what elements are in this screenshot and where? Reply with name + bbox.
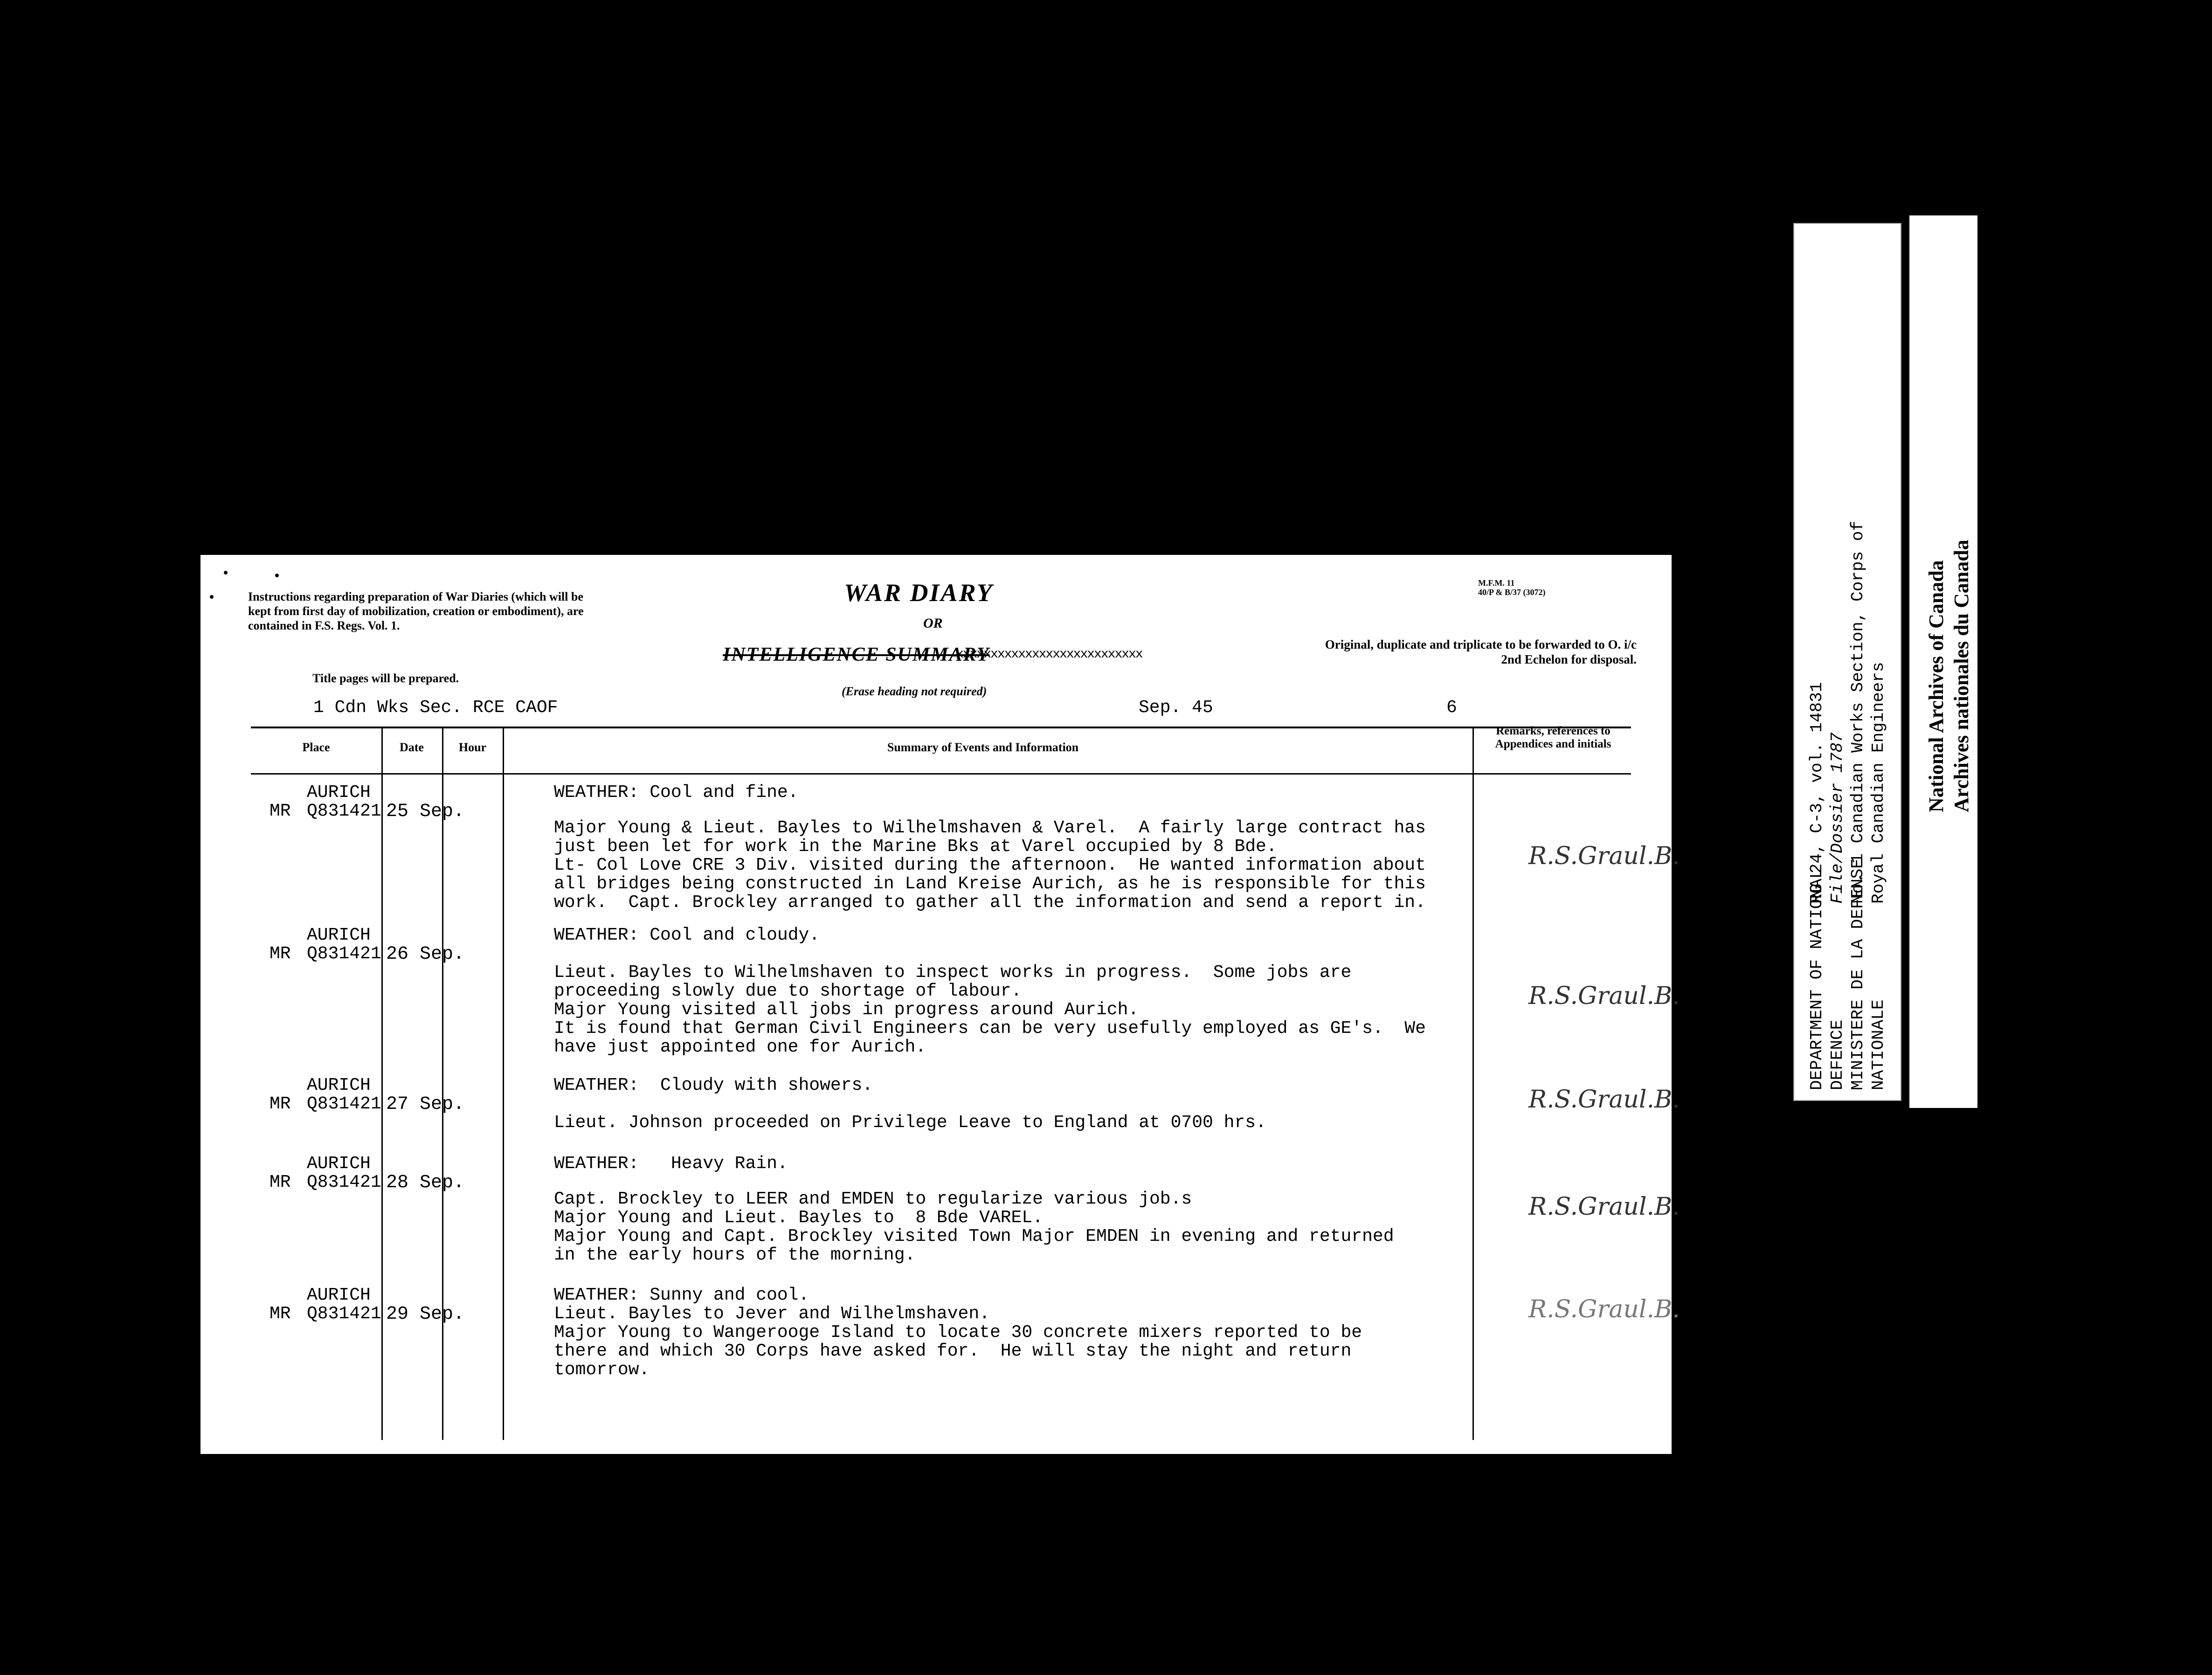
entry-text: Lieut. Bayles to Jever and Wilhelmshaven. Major Young to Wangerooge Island to locate 30 concrete mixers reported to be there and which 30 Corps have asked for. He will stay the night and return tomorrow.	[554, 1304, 1362, 1380]
entry-weather: WEATHER: Heavy Rain.	[554, 1154, 788, 1174]
entry-map-ref-prefix: MR	[270, 1172, 291, 1192]
entry-map-ref-prefix: MR	[270, 1094, 291, 1114]
col-header-remarks: Remarks, references to Appendices and initials	[1495, 725, 1611, 750]
month-year: Sep. 45	[1139, 698, 1213, 718]
entry-map-ref: Q831421	[307, 1304, 381, 1324]
entry-map-ref: Q831421	[307, 1172, 381, 1192]
entry-place: AURICH	[307, 1285, 371, 1305]
page-number: 6	[1446, 698, 1457, 718]
entry-place: AURICH	[307, 1075, 371, 1095]
archive-reference-line: Royal Canadian Engineers	[1869, 662, 1888, 904]
form-or: OR	[923, 616, 943, 631]
entry-date: 28 Sep.	[386, 1172, 465, 1193]
entry-initials-signature: R.S.Graul.B.	[1528, 1086, 1680, 1114]
department-line: DEFENCE	[1828, 1019, 1847, 1090]
speck	[275, 574, 279, 577]
col-header-place: Place	[302, 741, 330, 754]
archive-reference-line: RG 24, C-3, vol. 14831	[1807, 682, 1826, 904]
entry-text: Lieut. Johnson proceeded on Privilege Leave to England at 0700 hrs.	[554, 1113, 1266, 1133]
entry-weather: WEATHER: Cool and cloudy.	[554, 925, 820, 945]
archive-reference-line: No. 1 Canadian Works Section, Corps of	[1848, 521, 1867, 904]
entry-text: Lieut. Bayles to Wilhelmshaven to inspect works in progress. Some jobs are proceeding slowly due to shortage of labour. Major Young visited all jobs in progress around Aurich. It is found that German Civil Engineers can be very usefully employed as GE's. We have just appointed one for Aurich.	[554, 962, 1426, 1057]
entry-map-ref: Q831421	[307, 801, 381, 821]
disposal-note: Original, duplicate and triplicate to be forwarded to O. i/c 2nd Echelon for disposal.	[1325, 637, 1637, 666]
col-header-hour: Hour	[458, 741, 487, 754]
entry-map-ref-prefix: MR	[270, 801, 291, 821]
form-code-line: 40/P & B/37 (3072)	[1478, 588, 1546, 597]
entry-initials-signature: R.S.Graul.B.	[1528, 982, 1680, 1010]
form-title: WAR DIARY	[844, 579, 994, 607]
entry-place: AURICH	[307, 925, 371, 945]
archive-reference-label	[1793, 223, 1901, 1101]
archives-stamp-line: Archives nationales du Canada	[1950, 540, 1973, 812]
entry-text: Major Young & Lieut. Bayles to Wilhelmshaven & Varel. A fairly large contract has just been let for work in the Marine Bks at Varel occupied by 8 Bde. Lt- Col Love CRE 3 Div. visited during the afternoon. He wanted information about all bridges being constructed in Land Kreise Aurich, as he is responsible for this work. Capt. Brockley arranged to gather all the information and send a report in.	[554, 818, 1426, 913]
x-over-strike: xxxxxxxxxxxxxxxxxxxxxxxxxxx	[956, 647, 1142, 662]
entry-map-ref: Q831421	[307, 1094, 381, 1114]
entry-map-ref: Q831421	[307, 944, 381, 964]
diary-table	[251, 725, 1680, 1440]
header-rule	[251, 773, 1631, 775]
unit-name: 1 Cdn Wks Sec. RCE CAOF	[313, 698, 558, 718]
entry-initials-signature: R.S.Graul.B.	[1528, 1193, 1680, 1221]
entry-date: 26 Sep.	[386, 944, 465, 965]
title-pages-note: Title pages will be prepared.	[312, 671, 459, 685]
entry-place: AURICH	[307, 1154, 371, 1174]
department-line: DEPARTMENT OF NATIONAL	[1807, 868, 1826, 1090]
col-divider	[381, 727, 383, 1440]
archive-reference-line: File/Dossier 1787	[1828, 732, 1847, 904]
entry-weather: WEATHER: Cloudy with showers.	[554, 1075, 873, 1095]
erase-note: (Erase heading not required)	[842, 685, 987, 698]
col-divider	[503, 727, 504, 1440]
col-divider	[442, 727, 443, 1440]
entry-initials-signature: R.S.Graul.B.	[1528, 842, 1680, 870]
entry-date: 29 Sep.	[386, 1304, 465, 1325]
department-line: MINISTERE DE LA DEFENSE	[1848, 858, 1867, 1090]
entry-weather: WEATHER: Cool and fine.	[554, 782, 799, 803]
archives-stamp-line: National Archives of Canada	[1925, 560, 1948, 812]
archives-stamp	[1909, 215, 1977, 1108]
speck	[210, 595, 214, 599]
speck	[224, 571, 228, 574]
col-header-date: Date	[400, 741, 424, 754]
intelligence-summary-heading: INTELLIGENCE SUMMARY	[723, 644, 990, 665]
table-top-rule	[251, 727, 1631, 728]
entry-map-ref-prefix: MR	[270, 1304, 291, 1324]
entry-initials-signature: R.S.Graul.B.	[1528, 1295, 1680, 1323]
entry-text: Capt. Brockley to LEER and EMDEN to regularize various job.s Major Young and Lieut. Bayles to 8 Bde VAREL. Major Young and Capt. Brockley visited Town Major EMDEN in evening and returned in the early hours of the morning.	[554, 1189, 1394, 1265]
form-code-line: M.F.M. 11	[1478, 578, 1515, 588]
instructions-text: Instructions regarding preparation of War Diaries (which will be kept from first day of mobilization, creation or embodiment), are contained in F.S. Regs. Vol. 1.	[248, 590, 584, 632]
entry-place: AURICH	[307, 782, 371, 803]
col-header-summary: Summary of Events and Information	[887, 741, 1079, 754]
war-diary-sheet	[200, 555, 1680, 1454]
entry-map-ref-prefix: MR	[270, 944, 291, 964]
entry-date: 25 Sep.	[386, 801, 465, 822]
form-code	[1478, 578, 1546, 597]
entry-weather: WEATHER: Sunny and cool.	[554, 1285, 809, 1305]
department-line: NATIONALE	[1869, 999, 1888, 1090]
entry-date: 27 Sep.	[386, 1094, 465, 1115]
